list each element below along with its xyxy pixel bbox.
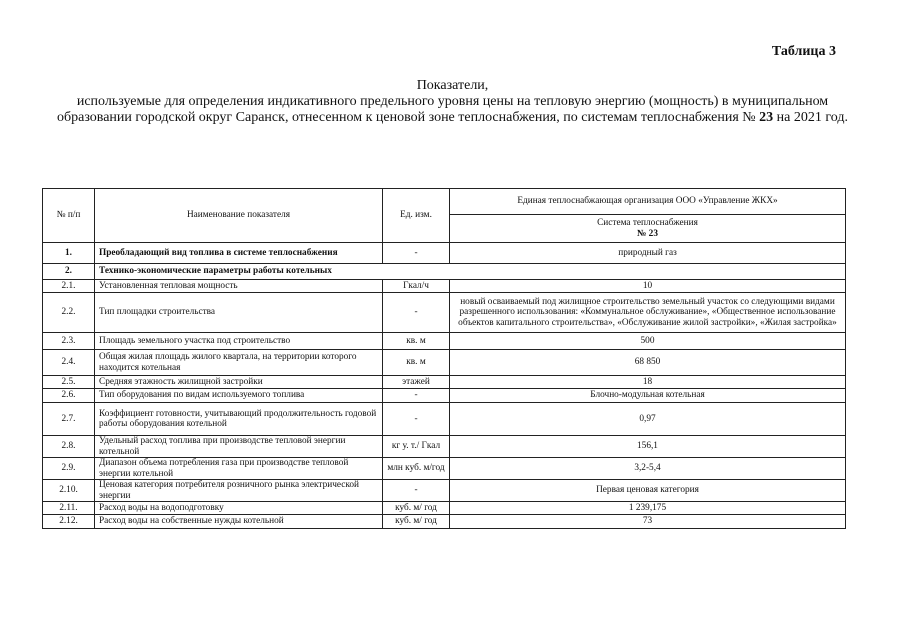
row-unit: млн куб. м/год <box>383 458 450 480</box>
row-indicator-name: Установленная тепловая мощность <box>95 280 383 293</box>
row-unit: - <box>383 293 450 333</box>
row-indicator-name: Расход воды на водоподготовку <box>95 502 383 515</box>
row-indicator-name: Коэффициент готовности, учитывающий продолжительность годовой работы оборудования котельной <box>95 403 383 436</box>
row-value: 0,97 <box>450 403 846 436</box>
row-value: 156,1 <box>450 436 846 458</box>
header-name: Наименование показателя <box>95 189 383 243</box>
row-indicator-name: Удельный расход топлива при производстве тепловой энергии котельной <box>95 436 383 458</box>
row-unit: кг у. т./ Гкал <box>383 436 450 458</box>
table-row <box>43 436 846 458</box>
row-number: 2.3. <box>43 333 95 350</box>
table-row <box>43 333 846 350</box>
row-value: новый осваиваемый под жилищное строительство земельный участок со следующими видами разрешенного использования: «Коммунальное обслуживание», «Общественное использование объектов капитального строительства», «Обслуживание жилой застройки», «Жилая застройка» <box>450 293 846 333</box>
table-row <box>43 293 846 333</box>
row-unit: - <box>383 389 450 403</box>
row-value: природный газ <box>450 243 846 264</box>
row-indicator-name: Технико-экономические параметры работы котельных <box>95 264 846 280</box>
heading-line1: Показатели, <box>416 78 489 93</box>
header-organization: Единая теплоснабжающая организация ООО «Управление ЖКХ» <box>450 189 846 215</box>
row-value: 18 <box>450 376 846 389</box>
header-unit: Ед. изм. <box>383 189 450 243</box>
row-number: 2.6. <box>43 389 95 403</box>
header-system-label: Система теплоснабжения <box>597 218 698 228</box>
row-unit: - <box>383 403 450 436</box>
row-value: Блочно-модульная котельная <box>450 389 846 403</box>
row-indicator-name: Площадь земельного участка под строительство <box>95 333 383 350</box>
table-row <box>43 480 846 502</box>
indicators-table <box>42 188 846 529</box>
document-heading <box>50 78 855 126</box>
heading-line2 <box>50 94 855 126</box>
row-value: 73 <box>450 515 846 529</box>
row-value: Первая ценовая категория <box>450 480 846 502</box>
row-unit: - <box>383 480 450 502</box>
row-unit: этажей <box>383 376 450 389</box>
row-indicator-name: Общая жилая площадь жилого квартала, на территории которого находится котельная <box>95 350 383 376</box>
row-number: 2.11. <box>43 502 95 515</box>
row-number: 1. <box>43 243 95 264</box>
row-number: 2.7. <box>43 403 95 436</box>
table-label: Таблица 3 <box>771 44 836 59</box>
row-unit: куб. м/ год <box>383 515 450 529</box>
row-indicator-name: Диапазон объема потребления газа при производстве тепловой энергии котельной <box>95 458 383 480</box>
row-number: 2.12. <box>43 515 95 529</box>
row-indicator-name: Расход воды на собственные нужды котельной <box>95 515 383 529</box>
table-row <box>43 376 846 389</box>
row-value: 1 239,175 <box>450 502 846 515</box>
row-indicator-name: Тип оборудования по видам используемого топлива <box>95 389 383 403</box>
header-system <box>450 215 846 243</box>
row-unit: кв. м <box>383 350 450 376</box>
row-number: 2.8. <box>43 436 95 458</box>
row-unit: Гкал/ч <box>383 280 450 293</box>
row-value: 68 850 <box>450 350 846 376</box>
table-row <box>43 389 846 403</box>
table-row <box>43 350 846 376</box>
heading-text: используемые для определения индикативного предельного уровня цены на тепловую энергию (мощность) в муниципальном образовании городской округ Саранск, отнесенном к ценовой зоне теплоснабжения, по системам теплоснабжения № <box>57 94 829 125</box>
row-indicator-name: Тип площадки строительства <box>95 293 383 333</box>
row-unit: кв. м <box>383 333 450 350</box>
row-unit: - <box>383 243 450 264</box>
table-row <box>43 515 846 529</box>
table-row <box>43 280 846 293</box>
row-indicator-name: Средняя этажность жилищной застройки <box>95 376 383 389</box>
row-unit: куб. м/ год <box>383 502 450 515</box>
table-row <box>43 243 846 264</box>
row-number: 2.4. <box>43 350 95 376</box>
heading-system-number: 23 <box>759 110 774 125</box>
row-number: 2.9. <box>43 458 95 480</box>
row-value: 500 <box>450 333 846 350</box>
table-row <box>43 403 846 436</box>
row-number: 2. <box>43 264 95 280</box>
table-row <box>43 458 846 480</box>
row-number: 2.10. <box>43 480 95 502</box>
row-number: 2.2. <box>43 293 95 333</box>
row-indicator-name: Преобладающий вид топлива в системе теплоснабжения <box>95 243 383 264</box>
row-number: 2.1. <box>43 280 95 293</box>
row-indicator-name: Ценовая категория потребителя розничного рынка электрической энергии <box>95 480 383 502</box>
header-num: № п/п <box>43 189 95 243</box>
header-system-number: № 23 <box>637 228 658 239</box>
heading-year: на 2021 год. <box>776 110 848 125</box>
table-row <box>43 502 846 515</box>
row-value: 10 <box>450 280 846 293</box>
header-row <box>43 189 846 215</box>
row-value: 3,2-5,4 <box>450 458 846 480</box>
row-number: 2.5. <box>43 376 95 389</box>
table-row <box>43 264 846 280</box>
